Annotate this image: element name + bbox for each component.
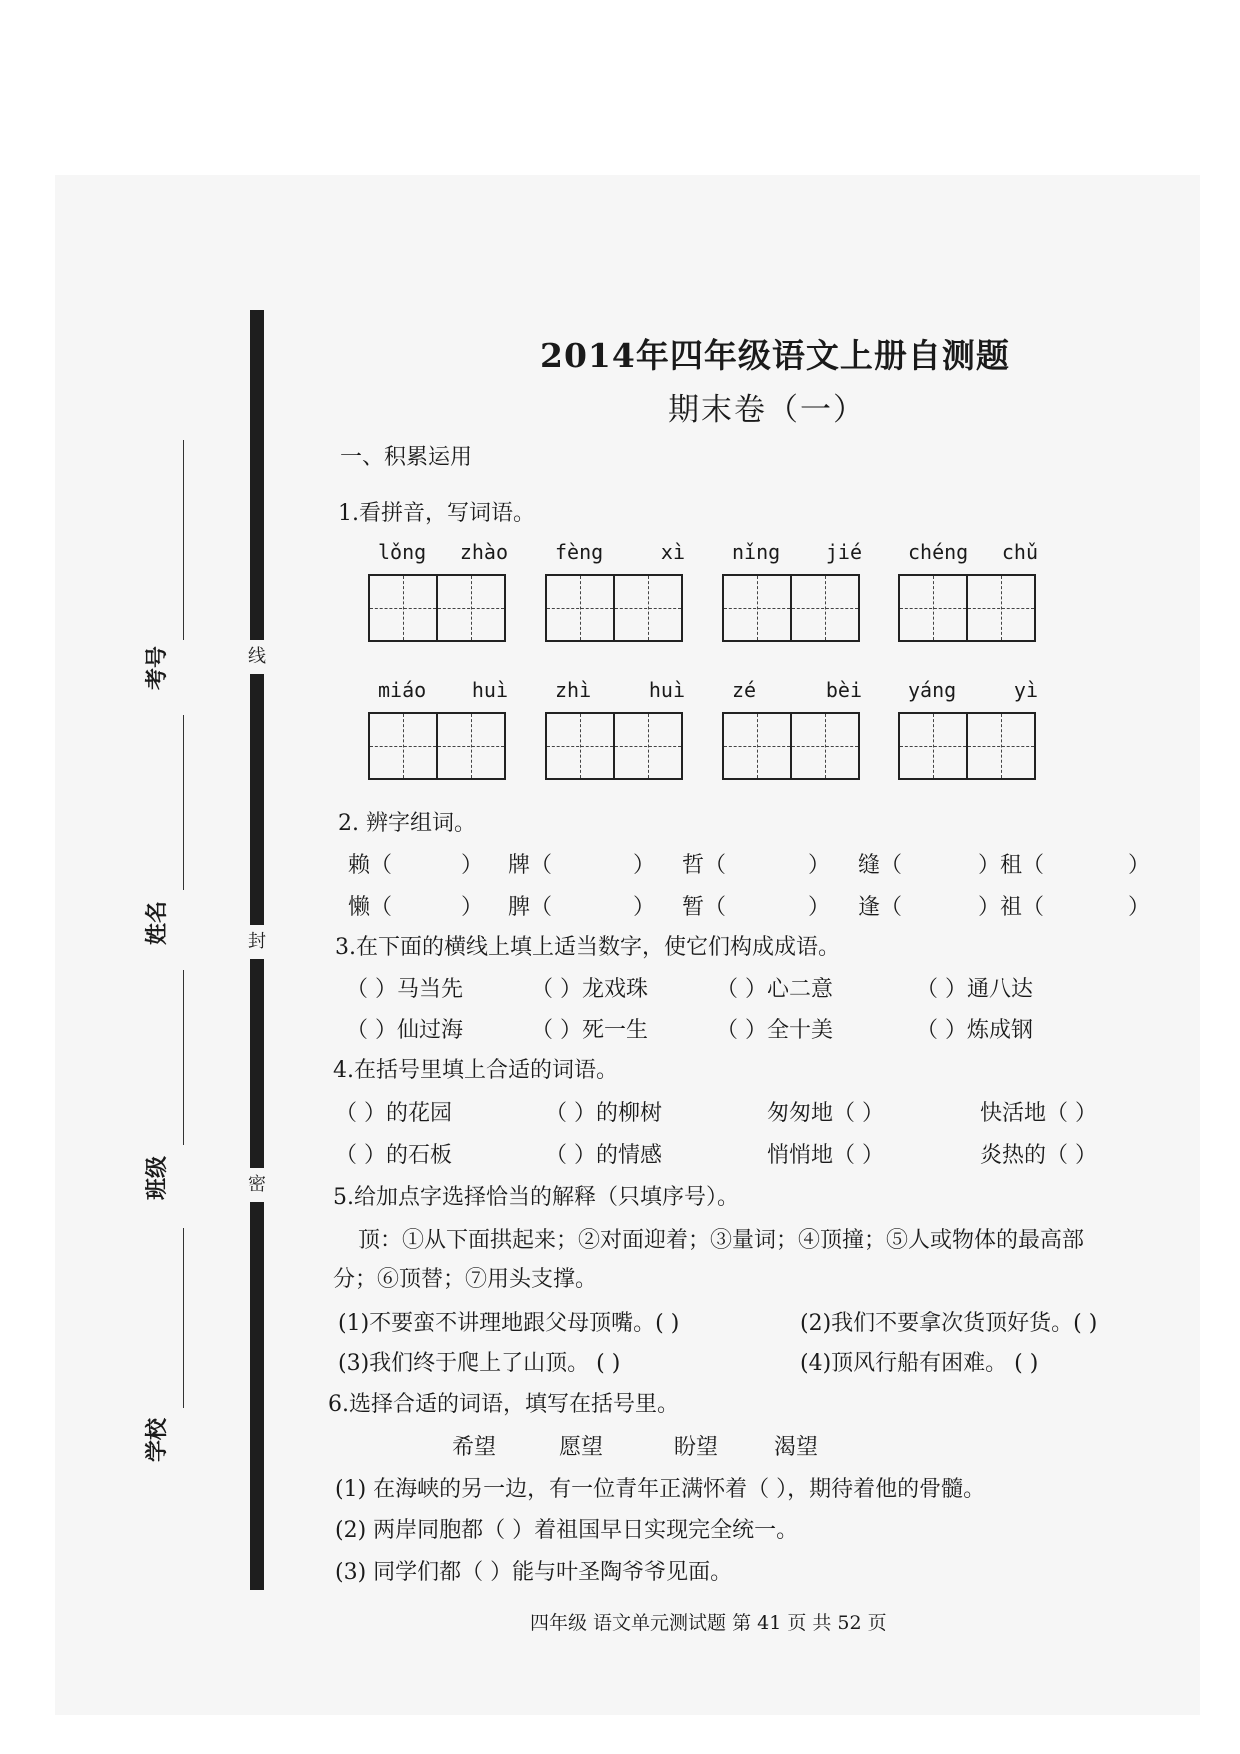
q5-prompt: 5.给加点字选择恰当的解释（只填序号）。 xyxy=(333,1185,739,1210)
q2-item: ） xyxy=(633,895,656,920)
fill-item: 快活地（ ） xyxy=(980,1101,1097,1126)
q3-prompt: 3.在下面的横线上填上适当数字，使它们构成成语。 xyxy=(335,935,840,960)
pinyin-syllable: jié xyxy=(825,540,862,564)
q6-word-bank xyxy=(452,1430,852,1460)
q2-row-2 xyxy=(348,890,1168,920)
name-line[interactable] xyxy=(183,715,184,890)
seal-mark-feng: 封 xyxy=(244,925,270,959)
pinyin-syllable: huì xyxy=(648,678,685,702)
pinyin-item xyxy=(898,678,1048,780)
q6-sentence-2: (2) 两岸同胞都（ ）着祖国早日实现完全统一。 xyxy=(335,1518,799,1543)
idiom-item: （ ）死一生 xyxy=(531,1018,648,1043)
idiom-item: （ ）全十美 xyxy=(716,1018,833,1043)
pinyin-syllable: fèng xyxy=(555,540,604,564)
pinyin-syllable: chéng xyxy=(908,540,969,564)
answer-grid[interactable] xyxy=(368,712,506,780)
q2-item: ） xyxy=(633,853,656,878)
q2-item: ） xyxy=(461,895,484,920)
pinyin-syllable: nǐng xyxy=(732,540,781,564)
answer-grid[interactable] xyxy=(722,712,860,780)
q5-sentence-4: (4)顶风行船有困难。 ( ) xyxy=(800,1351,1039,1376)
class-line[interactable] xyxy=(183,970,184,1145)
page-footer: 四年级 语文单元测试题 第 41 页 共 52 页 xyxy=(530,1612,887,1634)
pinyin-syllable: zhào xyxy=(459,540,508,564)
idiom-item: （ ）马当先 xyxy=(346,977,463,1002)
pinyin-item xyxy=(368,540,518,642)
pinyin-syllable: chǔ xyxy=(1001,540,1038,564)
q2-row-1 xyxy=(348,848,1168,878)
fill-item: 炎热的（ ） xyxy=(980,1143,1097,1168)
q5-definitions-line-2: 分；⑥顶替；⑦用头支撑。 xyxy=(333,1267,598,1292)
answer-grid[interactable] xyxy=(898,574,1036,642)
q2-item: 懒（ xyxy=(348,895,393,920)
q2-item: ） xyxy=(461,853,484,878)
page-subtitle: 期末卷（一） xyxy=(668,392,866,428)
pinyin-syllable: huì xyxy=(471,678,508,702)
q1-prompt: 1.看拼音，写词语。 xyxy=(338,501,535,526)
q6-prompt: 6.选择合适的词语，填写在括号里。 xyxy=(328,1392,679,1417)
q6-sentence-1: (1) 在海峡的另一边，有一位青年正满怀着（ ），期待着他的骨髓。 xyxy=(335,1477,986,1502)
name-label: 姓名 xyxy=(145,900,170,945)
answer-grid[interactable] xyxy=(545,712,683,780)
idiom-item: （ ）炼成钢 xyxy=(916,1018,1033,1043)
q3-row-2 xyxy=(346,1013,1166,1043)
word-option: 盼望 xyxy=(674,1435,719,1460)
fill-item: 匆匆地（ ） xyxy=(767,1101,884,1126)
class-field xyxy=(140,1155,200,1220)
q2-item: 牌（ xyxy=(508,853,553,878)
page-title: 2014年四年级语文上册自测题 xyxy=(540,336,1010,375)
school-line[interactable] xyxy=(183,1228,184,1408)
class-label: 班级 xyxy=(145,1155,170,1200)
pinyin-item xyxy=(545,540,695,642)
exam-number-line[interactable] xyxy=(183,440,184,640)
q5-sentence-2: (2)我们不要拿次货顶好货。( ) xyxy=(800,1311,1098,1336)
pinyin-item xyxy=(722,540,872,642)
answer-grid[interactable] xyxy=(545,574,683,642)
idiom-item: （ ）仙过海 xyxy=(346,1018,463,1043)
q4-prompt: 4.在括号里填上合适的词语。 xyxy=(333,1058,618,1083)
section-heading: 一、积累运用 xyxy=(340,445,473,470)
school-field xyxy=(140,1417,200,1482)
fill-item: （ ）的花园 xyxy=(335,1101,452,1126)
idiom-item: （ ）龙戏珠 xyxy=(531,977,648,1002)
q2-item: ）租（ xyxy=(978,853,1045,878)
q5-sentence-1: (1)不要蛮不讲理地跟父母顶嘴。( ) xyxy=(338,1311,680,1336)
answer-grid[interactable] xyxy=(898,712,1036,780)
q2-item: ） xyxy=(808,853,831,878)
pinyin-syllable: zé xyxy=(732,678,757,702)
q2-item: ）祖（ xyxy=(978,895,1045,920)
exam-number-field xyxy=(140,645,200,710)
q2-item: 脾（ xyxy=(508,895,553,920)
fill-item: 悄悄地（ ） xyxy=(767,1143,884,1168)
pinyin-syllable: lǒng xyxy=(378,540,427,564)
q2-item: 缝（ xyxy=(858,853,903,878)
fill-item: （ ）的柳树 xyxy=(545,1101,662,1126)
answer-grid[interactable] xyxy=(722,574,860,642)
q2-item: 暂（ xyxy=(682,895,727,920)
q2-prompt: 2. 辨字组词。 xyxy=(338,811,476,836)
idiom-item: （ ）心二意 xyxy=(716,977,833,1002)
name-field xyxy=(140,900,200,965)
pinyin-syllable: yì xyxy=(1013,678,1038,702)
exam-number-label: 考号 xyxy=(145,645,170,690)
word-option: 渴望 xyxy=(774,1435,819,1460)
q2-item: 哲（ xyxy=(682,853,727,878)
school-label: 学校 xyxy=(145,1417,170,1462)
q3-row-1 xyxy=(346,972,1166,1002)
q4-row-2 xyxy=(335,1138,1175,1168)
q2-item: ） xyxy=(1128,853,1151,878)
pinyin-syllable: xì xyxy=(660,540,685,564)
pinyin-item xyxy=(545,678,695,780)
idiom-item: （ ）通八达 xyxy=(916,977,1033,1002)
q2-item: 逢（ xyxy=(858,895,903,920)
q5-sentence-3: (3)我们终于爬上了山顶。 ( ) xyxy=(338,1351,621,1376)
seal-mark-mi: 密 xyxy=(244,1168,270,1202)
word-option: 愿望 xyxy=(559,1435,604,1460)
q2-item: ） xyxy=(808,895,831,920)
pinyin-syllable: miáo xyxy=(378,678,427,702)
pinyin-item xyxy=(722,678,872,780)
pinyin-item xyxy=(368,678,518,780)
pinyin-syllable: bèi xyxy=(825,678,862,702)
pinyin-item xyxy=(898,540,1048,642)
pinyin-syllable: zhì xyxy=(555,678,592,702)
q6-sentence-3: (3) 同学们都（ ）能与叶圣陶爷爷见面。 xyxy=(335,1560,733,1585)
q2-item: ） xyxy=(1128,895,1151,920)
pinyin-syllable: yáng xyxy=(908,678,957,702)
seal-mark-xian: 线 xyxy=(244,640,270,674)
answer-grid[interactable] xyxy=(368,574,506,642)
fill-item: （ ）的情感 xyxy=(545,1143,662,1168)
fill-item: （ ）的石板 xyxy=(335,1143,452,1168)
word-option: 希望 xyxy=(452,1435,497,1460)
q4-row-1 xyxy=(335,1096,1175,1126)
q5-definitions-line-1: 顶：①从下面拱起来；②对面迎着；③量词；④顶撞；⑤人或物体的最高部 xyxy=(358,1228,1085,1253)
q2-item: 赖（ xyxy=(348,853,393,878)
